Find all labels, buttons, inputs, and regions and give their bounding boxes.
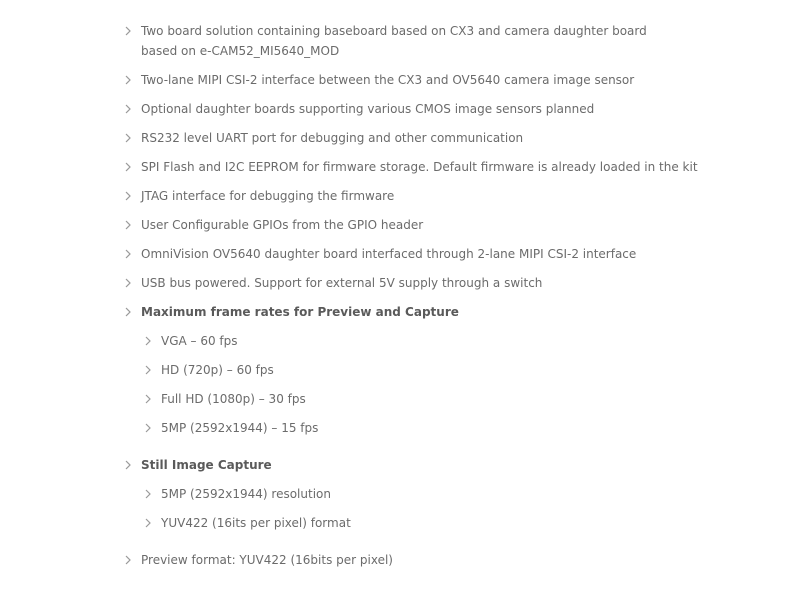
chevron-right-icon	[124, 273, 134, 293]
sub-list-item: 5MP (2592x1944) resolution	[161, 487, 331, 501]
chevron-right-icon	[144, 484, 154, 504]
sub-list-item: VGA – 60 fps	[161, 334, 238, 348]
list-item: RS232 level UART port for debugging and other communication	[141, 131, 524, 145]
chevron-right-icon	[124, 21, 134, 41]
sub-list-item: HD (720p) – 60 fps	[161, 363, 274, 377]
sub-list-item: YUV422 (16its per pixel) format	[161, 516, 351, 530]
chevron-right-icon	[124, 70, 134, 90]
chevron-right-icon	[124, 455, 134, 475]
list-item: User Configurable GPIOs from the GPIO header	[141, 218, 424, 232]
chevron-right-icon	[124, 99, 134, 119]
chevron-right-icon	[124, 302, 134, 322]
chevron-right-icon	[144, 418, 154, 438]
list-item: Preview format: YUV422 (16bits per pixel)	[141, 553, 393, 567]
sub-list-item: Full HD (1080p) – 30 fps	[161, 392, 306, 406]
chevron-right-icon	[124, 128, 134, 148]
list-item-heading: Maximum frame rates for Preview and Capture	[141, 305, 459, 319]
list-item: JTAG interface for debugging the firmware	[141, 189, 395, 203]
sub-list-item: 5MP (2592x1944) – 15 fps	[161, 421, 319, 435]
chevron-right-icon	[144, 513, 154, 533]
list-item: OmniVision OV5640 daughter board interfaced through 2-lane MIPI CSI-2 interface	[141, 247, 637, 261]
list-item: Two-lane MIPI CSI-2 interface between the CX3 and OV5640 camera image sensor	[141, 73, 635, 87]
chevron-right-icon	[124, 244, 134, 264]
chevron-right-icon	[124, 186, 134, 206]
list-item: Optional daughter boards supporting various CMOS image sensors planned	[141, 102, 595, 116]
chevron-right-icon	[124, 215, 134, 235]
list-item-heading: Still Image Capture	[141, 458, 272, 472]
chevron-right-icon	[124, 157, 134, 177]
chevron-right-icon	[144, 331, 154, 351]
list-item: Two board solution containing baseboard based on CX3 and camera daughter board based on e-CAM52_MI5640_MOD	[141, 24, 647, 58]
chevron-right-icon	[124, 550, 134, 570]
list-item: SPI Flash and I2C EEPROM for firmware storage. Default firmware is already loaded in the kit	[141, 160, 698, 174]
chevron-right-icon	[144, 389, 154, 409]
chevron-right-icon	[144, 360, 154, 380]
list-item: USB bus powered. Support for external 5V supply through a switch	[141, 276, 543, 290]
